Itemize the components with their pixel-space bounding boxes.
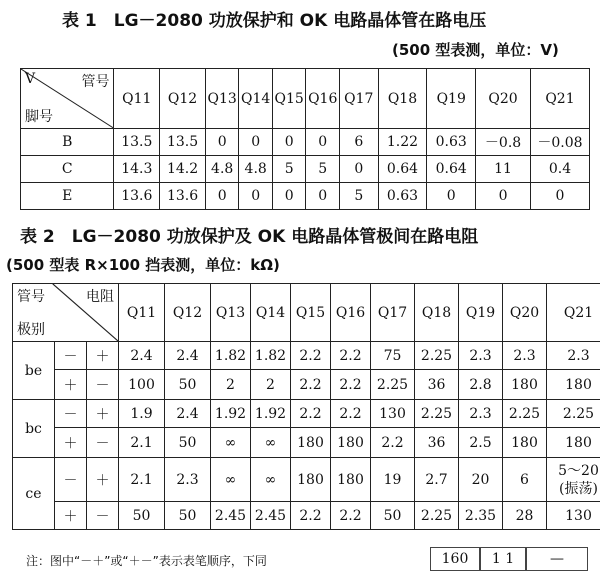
table2-header: Q19 [459,284,503,342]
table2-cell: ∞ [251,458,291,502]
table2-cell: 2.2 [331,502,371,530]
table1-header: Q19 [427,69,476,129]
table2-cell: 100 [119,370,165,400]
table1-cell: 0 [239,129,273,156]
table1-header: Q11 [114,69,160,129]
table1-corner-v: V [25,71,36,87]
table1-header: Q20 [476,69,531,129]
table2-cell: 50 [371,502,415,530]
table2-cell: 1.9 [119,400,165,428]
table1-cell: 0.4 [530,156,589,183]
table2-header: Q11 [119,284,165,342]
table2-cell: 2.2 [331,370,371,400]
table2-cell: 180 [331,458,371,502]
table1-cell: 11 [476,156,531,183]
table2-cell: 2.25 [547,400,600,428]
table1-cell: 0 [427,183,476,210]
probe-order-first: － [55,458,87,502]
table1-cell: 5 [306,156,340,183]
table1-header: Q21 [530,69,589,129]
table2-group-label: be [13,342,55,400]
table2-cell: 2 [251,370,291,400]
probe-order-second: － [87,502,119,530]
table2-row [13,502,600,530]
table1-cell: 6 [339,129,378,156]
table1-cell: 0 [476,183,531,210]
table1-cell: 13.6 [160,183,206,210]
table2-row [13,400,600,428]
table2-cell: 2.45 [251,502,291,530]
table1-cell: 0 [530,183,589,210]
table1-subtitle: (500 型表测，单位：V) [392,41,559,59]
table2-row [13,428,600,458]
table2-cell: 2.2 [291,342,331,370]
probe-order-second: ＋ [87,342,119,370]
probe-order-first: － [55,400,87,428]
table2 [12,283,600,530]
table2-subtitle: (500 型表 R×100 挡表测，单位：kΩ) [6,256,280,274]
table2-group-label: bc [13,400,55,458]
table1-cell: 5 [339,183,378,210]
table1-cell: 0 [239,183,273,210]
table1-row-b [21,129,590,156]
table2-cell: 180 [291,458,331,502]
table2-cell: 2.25 [371,370,415,400]
table2-row [13,370,600,400]
table2-cell: 180 [503,370,547,400]
table2-header: Q12 [165,284,211,342]
table1-corner-bottom: 脚号 [25,109,53,125]
table2-cell: 180 [291,428,331,458]
table2-cell: 2.4 [165,400,211,428]
table2-cell: 2.8 [459,370,503,400]
table2-corner-tr: 电阻 [86,289,115,305]
table2-cell: 2.3 [459,400,503,428]
table1-cell: 0.64 [378,156,427,183]
table2-cell: 180 [331,428,371,458]
table1-cell: 0 [339,156,378,183]
probe-order-second: ＋ [87,400,119,428]
probe-order-first: ＋ [55,428,87,458]
table2-cell: 1.92 [251,400,291,428]
table1-cell: 13.5 [114,129,160,156]
probe-order-second: － [87,370,119,400]
table1-header: Q17 [339,69,378,129]
table2-cell: 130 [547,502,600,530]
table2-body [13,342,600,530]
table1-header: Q16 [306,69,340,129]
table2-cell: 2.1 [119,458,165,502]
table2-header: Q16 [331,284,371,342]
table2-cell: 2.25 [415,502,459,530]
table2-cell: 130 [371,400,415,428]
table2-cell: 2.1 [119,428,165,458]
table2-cell: 2.4 [119,342,165,370]
table1-cell: 0.63 [378,183,427,210]
table2-cell: 2.35 [459,502,503,530]
table2-cell: 50 [165,370,211,400]
table2-cell: 2.5 [459,428,503,458]
table1-row-label: C [21,156,114,183]
table2-header: Q13 [211,284,251,342]
table2-cell: 20 [459,458,503,502]
table2-cell: 36 [415,370,459,400]
extra-cell: 160 [430,547,480,571]
table2-cell: 50 [119,502,165,530]
table1-cell: －0.8 [476,129,531,156]
table2-row [13,458,600,502]
table2-cell: 2.25 [415,342,459,370]
table2-cell: 180 [547,370,600,400]
table2-cell: 2.25 [503,400,547,428]
table2-header: Q14 [251,284,291,342]
table1-header: Q12 [160,69,206,129]
table2-header: Q18 [415,284,459,342]
table1-cell: 0 [205,183,239,210]
table2-cell: 50 [165,428,211,458]
table1-cell: 0 [205,129,239,156]
table2-corner-cell [13,284,119,342]
table1-row-e [21,183,590,210]
table1-corner-cell [21,69,114,129]
table2-cell: 36 [415,428,459,458]
table2-cell: 2.2 [331,342,371,370]
table1 [20,68,590,210]
table2-group-label: ce [13,458,55,530]
table2-cell: 2.2 [291,502,331,530]
table2-cell: 19 [371,458,415,502]
table1-header: Q13 [205,69,239,129]
table1-cell: －0.08 [530,129,589,156]
table2-header-row [13,284,600,342]
table2-cell: 1.82 [211,342,251,370]
table2-header: Q15 [291,284,331,342]
table2-cell: ∞ [251,428,291,458]
table2-cell: 2.3 [503,342,547,370]
probe-order-first: － [55,342,87,370]
table1-cell: 13.5 [160,129,206,156]
table1-cell: 0 [272,129,306,156]
table1-cell: 4.8 [205,156,239,183]
table2-row [13,342,600,370]
table1-row-label: B [21,129,114,156]
table2-cell: 2 [211,370,251,400]
table2-cell: 2.2 [371,428,415,458]
table2-corner-bottom: 极别 [17,322,45,338]
table2-header: Q17 [371,284,415,342]
table2-cell: 2.45 [211,502,251,530]
probe-order-first: ＋ [55,502,87,530]
table2-cell: 2.7 [415,458,459,502]
table2-note: 注：图中“－＋”或“＋－”表示表笔顺序，下同 [26,554,267,568]
probe-order-second: ＋ [87,458,119,502]
table2-cell: 2.4 [165,342,211,370]
table2-cell: 2.2 [331,400,371,428]
table1-row-label: E [21,183,114,210]
table2-header: Q21 [547,284,600,342]
table2-cell: 180 [547,428,600,458]
table1-cell: 1.22 [378,129,427,156]
table1-cell: 5 [272,156,306,183]
table2-cell: 2.2 [291,370,331,400]
table1-cell: 0 [272,183,306,210]
table2-header: Q20 [503,284,547,342]
table2-cell: 2.3 [165,458,211,502]
table2-cell: 1.92 [211,400,251,428]
table1-cell: 0 [306,183,340,210]
table1-row-c [21,156,590,183]
table1-cell: 0 [306,129,340,156]
table1-cell: 14.2 [160,156,206,183]
table1-header: Q18 [378,69,427,129]
table2-cell: ∞ [211,458,251,502]
table2-cell: 2.25 [415,400,459,428]
table1-title: 表 1 LG－2080 功放保护和 OK 电路晶体管在路电压 [62,11,487,31]
table1-header-row [21,69,590,129]
table2-corner-tl: 管号 [17,289,45,305]
extra-cell: — [526,547,588,571]
table2-cell: 1.82 [251,342,291,370]
table1-cell: 4.8 [239,156,273,183]
table2-cell: ∞ [211,428,251,458]
table1-corner-top: 管号 [81,74,110,90]
table1-cell: 13.6 [114,183,160,210]
probe-order-second: － [87,428,119,458]
table2-cell: 2.2 [291,400,331,428]
probe-order-first: ＋ [55,370,87,400]
table2-cell: 2.3 [547,342,600,370]
table2-cell: 5～20 (振荡) [547,458,600,502]
table2-cell: 75 [371,342,415,370]
table2-cell: 6 [503,458,547,502]
table1-cell: 14.3 [114,156,160,183]
table2-cell: 28 [503,502,547,530]
table2-cell: 180 [503,428,547,458]
table1-header: Q14 [239,69,273,129]
table2-cell: 2.3 [459,342,503,370]
table2-title: 表 2 LG－2080 功放保护及 OK 电路晶体管极间在路电阻 [20,227,479,247]
table2-cell: 50 [165,502,211,530]
table1-cell: 0.64 [427,156,476,183]
table1-cell: 0.63 [427,129,476,156]
extra-cell: 1 1 [480,547,526,571]
table1-header: Q15 [272,69,306,129]
